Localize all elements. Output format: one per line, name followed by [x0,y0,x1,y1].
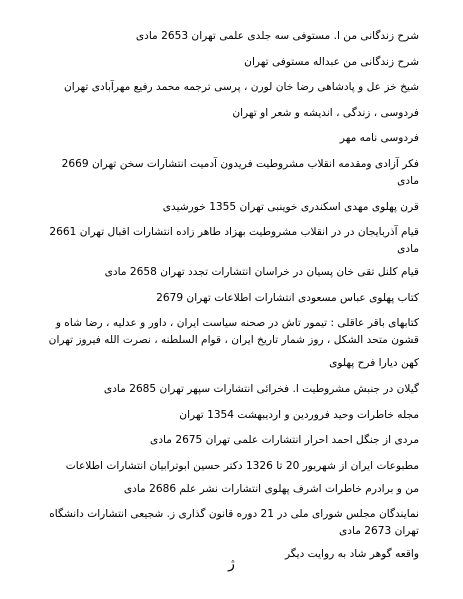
bibliography-entry-2: شرح زندگانی من عبداله مستوفی تهران [244,55,419,68]
bibliography-entry-16: مطبوعات ایران از شهریور 20 تا 1326 دکتر حسین ابوترابیان انتشارات اطلاعات [65,459,419,472]
bibliography-entry-10: کتاب پهلوی عباس مسعودی انتشارات اطلاعات تهران 2679 [156,291,419,304]
bibliography-entry-17: من و برادرم خاطرات اشرف پهلوی انتشارات نشر علم 2686 مادی [123,482,419,495]
bibliography-entry-19: واقعه گوهر شاد به روایت دیگر [284,548,419,561]
bibliography-entry-15: مردی از جنگل احمد احرار انتشارات علمی تهران 2675 مادی [150,434,419,447]
bibliography-entry-13: گیلان در جنبش مشروطیت ا. فخرائی انتشارات سپهر تهران 2685 مادی [103,382,419,395]
bibliography-entry-5: فردوسی نامه مهر [339,132,419,145]
bibliography-entry-4: فردوسی ، زندگی ، اندیشه و شعر او تهران [232,106,419,119]
bibliography-entry-6: فکر آزادی ومقدمه انقلاب مشروطیت فریدون آدمیت انتشارات سخن تهران 2669 مادی [61,157,419,187]
bibliography-entry-12: کهن دیارا فرح پهلوی [329,357,419,370]
page-number: ژ [228,556,235,572]
bibliography-entry-8: قیام آذربایجان در در انقلاب مشروطیت بهزاد طاهر زاده انتشارات اقبال تهران 2661 مادی [49,226,419,256]
bibliography-entry-14: مجله خاطرات وحید فروردین و اردیبهشت 1354 تهران [179,408,419,421]
bibliography-entry-7: قرن پهلوی مهدی اسکندری خوینبی تهران 1355 خورشیدی [162,200,419,213]
bibliography-entry-11: کتابهای باقر عاقلی : تیمور تاش در صحنه سیاست ایران ، داور و عدلیه ، رضا شاه و قشون متحد الشکل ، روز شمار تاریخ ایران ، قوام السلطنه ، نصرت الله فیروز تهران [48,317,419,347]
bibliography-entry-3: شیخ خز عل و پادشاهی رضا خان لورن ، پرسی ترجمه محمد رفیع مهرآبادی تهران [63,81,419,94]
bibliography-entry-1: شرح زندگانی من ا. مستوفی سه جلدی علمی تهران 2653 مادی [135,30,419,42]
bibliography-entry-18: نمایندگان مجلس شورای ملی در 21 دوره قانون گذاری ز. شجیعی انتشارات دانشگاه تهران 2673 مادی [49,508,419,538]
bibliography-entry-9: قیام کلنل تقی خان پسیان در خراسان انتشارات تجدد تهران 2658 مادی [104,266,419,279]
